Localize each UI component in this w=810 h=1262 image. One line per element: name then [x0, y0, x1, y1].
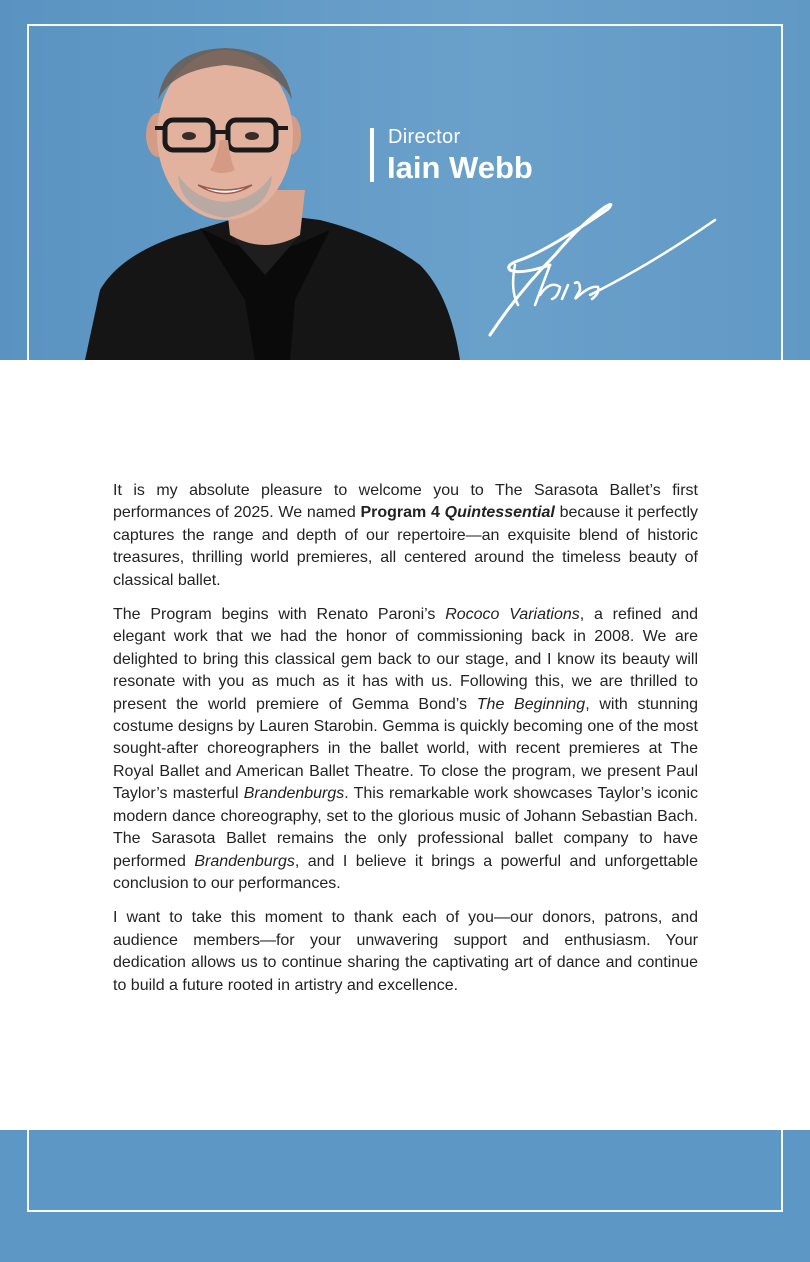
director-name: Iain Webb	[387, 150, 533, 185]
p2-work-brandenburgs-1: Brandenburgs	[243, 785, 345, 803]
p1-program-title: Quintessential	[444, 504, 555, 522]
p2-text-b: , a refined and elegant work that we had the honor of commissioning back in 2008. We are delighted to bring this classical gem back to our stage, and I know its beauty will resonate with you as much as it has with us. Following this, we are thrilled to present the world premiere of Gemma Bond’s	[113, 606, 699, 713]
director-role: Director	[388, 126, 461, 148]
p1-program-bold	[360, 504, 554, 521]
p2-text-e: , and I believe it brings a powerful and unforgettable conclusion to our performances.	[113, 852, 698, 892]
letter-paragraph-1	[113, 480, 698, 592]
p1-program-label: Program 4	[360, 504, 445, 522]
p2-text-a: The Program begins with Renato Paroni’s	[113, 606, 446, 624]
letter-paragraph-2	[113, 604, 698, 895]
director-signature	[480, 195, 720, 340]
p1-text-c: because it perfectly captures the range and depth of our repertoire—an exquisite blend of historic treasures, thrilling world premieres, all centered around the timeless beauty of classical ballet.	[113, 504, 699, 589]
welcome-letter	[113, 480, 698, 1009]
letter-paragraph-3: I want to take this moment to thank each of you—our donors, patrons, and audience members—for your unwavering support and enthusiasm. Your dedication allows us to continue sharing the captivating art of dance and continue to build a future rooted in artistry and excellence.	[113, 909, 698, 994]
p2-text-c: , with stunning costume designs by Lauren Starobin. Gemma is quickly becoming one of the most sought-after choreographers in the ballet world, with recent premieres at The Royal Ballet and American Ballet Theatre. To close the program, we present Paul Taylor’s masterful	[113, 695, 699, 803]
director-portrait	[80, 40, 470, 360]
footer-frame	[27, 1128, 783, 1212]
p2-work-beginning: The Beginning	[476, 695, 586, 713]
p2-text-d: . This remarkable work showcases Taylor’s iconic modern dance choreography, set to the glorious music of Johann Sebastian Bach. The Sarasota Ballet remains the only professional ballet company to have performed	[113, 785, 698, 870]
p1-text-a: It is my absolute pleasure to welcome you to The Sarasota Ballet’s first performances of 2025. We named	[113, 482, 698, 522]
p2-work-brandenburgs-2: Brandenburgs	[194, 852, 295, 870]
p2-work-rococo: Rococo Variations	[445, 606, 580, 624]
title-accent-bar	[370, 128, 374, 182]
